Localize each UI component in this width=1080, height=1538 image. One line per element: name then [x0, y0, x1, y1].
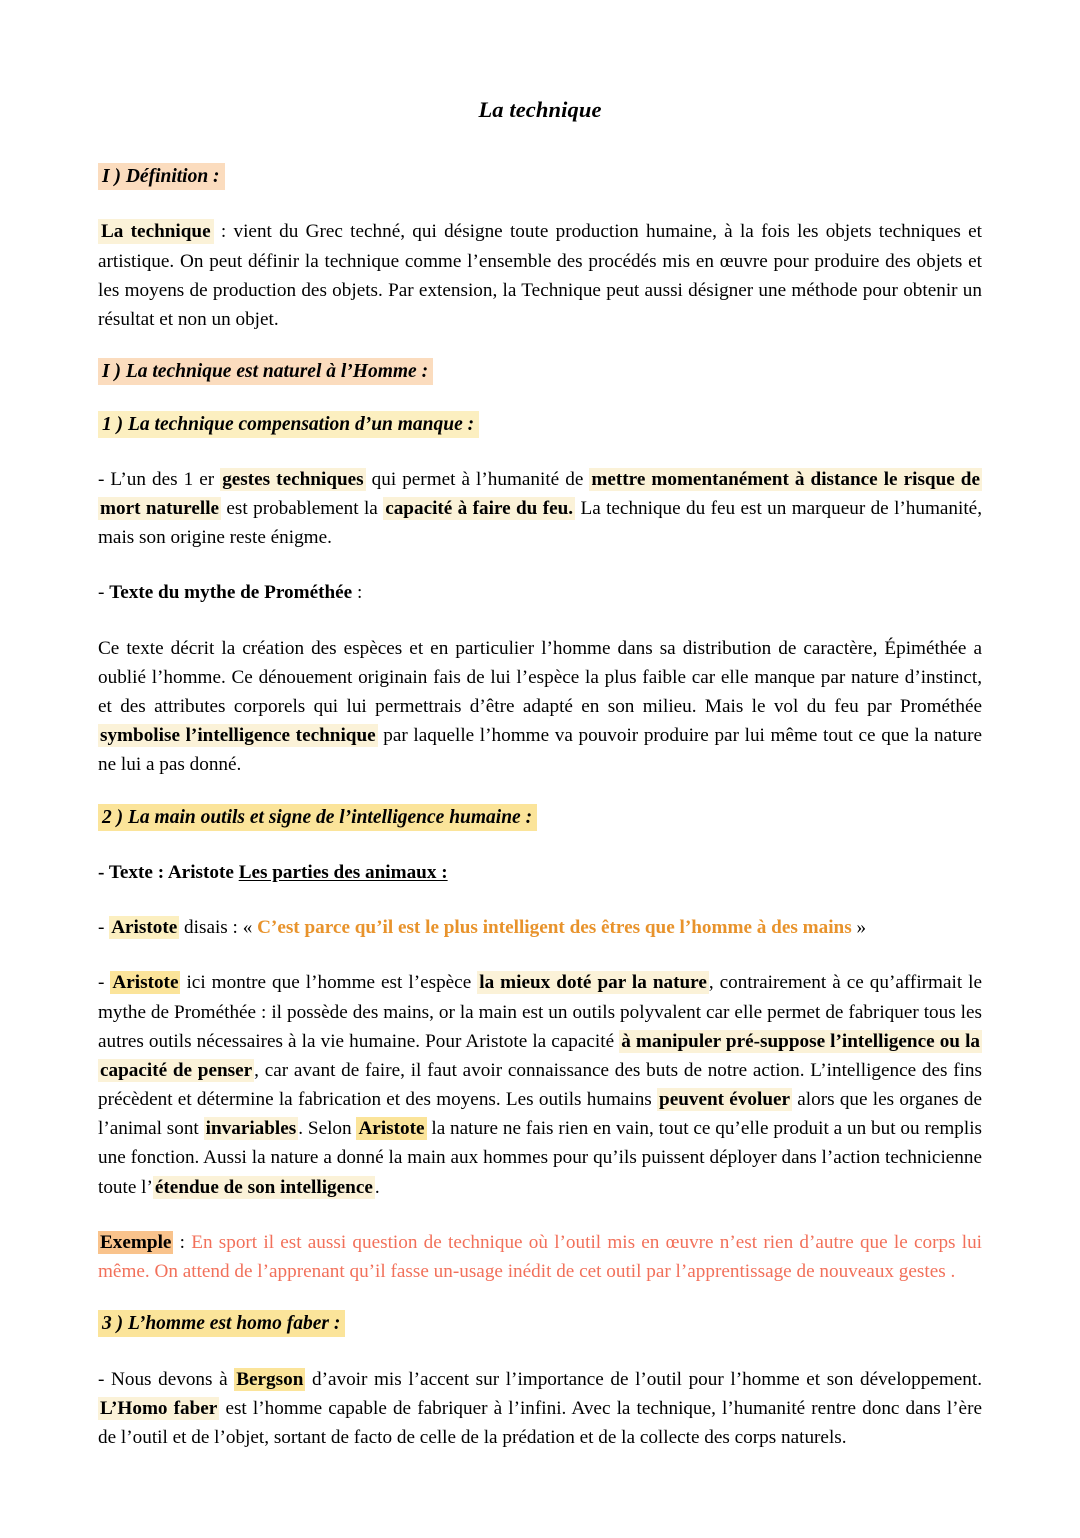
section-heading-naturelle-wrap: [98, 360, 982, 384]
promethee-part1: Ce texte décrit la création des espèces et en particulier l’homme dans sa distribution de caractère, Épiméthée a oublié l’homme. Ce dénouement originain fais de lui l’espèce la plus faible car elle manque par nature d’instinct, et des attributes corporels qui lui permettrais d’être adapté en son milieu. Mais le vol du feu par Prométhée: [98, 637, 982, 717]
section-heading-naturelle: [98, 360, 982, 384]
bergson-name: Bergson: [236, 1368, 304, 1390]
quote-said: disais :: [179, 917, 243, 939]
aristote-part2: , contrairement à ce qu’affirmait le mythe de Prométhée : il possède des mains, or la main est un outils polyvalent car elle permet de fabriquer tous les autres outils nécessaires à la vie humaine. Pour Aristote la capacité: [98, 972, 983, 1052]
feu-part3: est probablement la: [221, 498, 384, 520]
bergson-part1: - Nous devons à: [98, 1368, 235, 1390]
aristote-part3: , car avant de faire, il faut avoir connaissance des buts de notre action. L’intelligence des fins précèdent et détermine la fabrication et des moyens. Les outils humains: [98, 1059, 982, 1111]
aristote-label-underlined: Les parties des animaux :: [238, 861, 448, 883]
section-heading-homofaber: [98, 1312, 982, 1336]
aristote-part7: .: [374, 1176, 380, 1198]
paragraph-aristote: [98, 968, 982, 1202]
definition-body: : vient du Grec techné, qui désigne toute production humaine, à la fois les objets techniques et artistique. On peut définir la technique comme l’ensemble des procédés mis en œuvre pour produire des objets et les moyens de production des objets. Par extension, la Technique peut aussi désigner une méthode pour obtenir un résultat et non un objet.: [98, 221, 982, 330]
page-title: La technique: [478, 97, 602, 122]
example-label: Exemple: [100, 1231, 172, 1253]
section-heading-compensation-wrap: [98, 413, 982, 437]
heading-highlight: I ) La technique est naturel à l’Homme :: [98, 358, 433, 385]
bergson-part3: est l’homme capable de fabriquer à l’infini. Avec la technique, l’humanité rentre donc dans l’ère de l’outil et de l’objet, sortant de facto de celle de la prédation et de la collecte des corps naturels.: [98, 1397, 982, 1448]
paragraph-feu-wrap: [98, 465, 982, 553]
aristote-label-prefix: - Texte : Aristote: [98, 861, 239, 883]
aristote-hl-mieux-dote: la mieux doté par la nature: [479, 972, 707, 994]
section-heading-definition: [98, 165, 982, 189]
texte-promethee-label-wrap: [98, 578, 982, 607]
aristote-part4: alors que les organes de l’animal sont: [98, 1089, 983, 1140]
aristote-name-2: Aristote: [358, 1118, 425, 1140]
open-guillemet: «: [242, 917, 258, 939]
quote-text: C’est parce qu’il est le plus intelligent des êtres que l’homme à des mains: [257, 917, 852, 939]
example-text: En sport il est aussi question de technique où l’outil mis en œuvre n’est rien d’autre que le corps lui même. On attend de l’apprenant qu’il fasse un-usage inédit de cet outil par l’apprentissage de nouveaux gestes .: [98, 1231, 982, 1282]
aristote-name-1: Aristote: [112, 972, 179, 994]
heading-highlight: I ) Définition :: [98, 163, 225, 190]
paragraph-bergson-wrap: [98, 1365, 982, 1453]
feu-part2: qui permet à l’humanité de: [365, 468, 590, 490]
aristote-part5: . Selon: [298, 1118, 357, 1140]
bergson-part2: d’avoir mis l’accent sur l’importance de l’outil pour l’homme et son développement.: [305, 1368, 982, 1390]
aristote-hl-manipuler: à manipuler pré-suppose l’intelligence ou la capacité de penser: [100, 1030, 980, 1081]
aristote-part6: la nature ne fais rien en vain, tout ce qu’elle produit a un but ou remplis une fonction. Aussi la nature a donné la main aux hommes pour qu’ils puissent déployer dans l’action technicienne toute l’: [98, 1118, 982, 1198]
heading-highlight: 1 ) La technique compensation d’un manque :: [98, 411, 479, 438]
quote-aristote: [98, 913, 982, 942]
aristote-hl-peuvent-evoluer: peuvent évoluer: [659, 1089, 791, 1111]
texte-aristote-label-wrap: [98, 858, 982, 887]
aristote-dash: -: [98, 972, 111, 994]
feu-hl-capacite-feu: capacité à faire du feu.: [385, 498, 574, 520]
section-heading-main-wrap: [98, 806, 982, 830]
texte-aristote-label: [98, 858, 982, 887]
promethee-hl-symbolise: symbolise l’intelligence technique: [100, 725, 376, 747]
feu-part4: La technique du feu est un marqueur de l’humanité, mais son origine reste énigme.: [98, 498, 982, 549]
aristote-hl-invariables: invariables: [205, 1118, 297, 1140]
paragraph-promethee: [98, 634, 982, 780]
paragraph-promethee-wrap: [98, 634, 982, 780]
section-heading-definition-wrap: [98, 165, 982, 189]
paragraph-aristote-wrap: [98, 968, 982, 1202]
paragraph-bergson: [98, 1365, 982, 1453]
paragraph-feu: [98, 465, 982, 553]
term-la-technique: La technique: [98, 219, 214, 244]
example-colon: :: [173, 1231, 192, 1253]
definition-paragraph: [98, 217, 982, 334]
close-guillemet: »: [851, 917, 867, 939]
feu-hl-gestes-techniques: gestes techniques: [222, 468, 364, 490]
feu-part1: - L’un des 1 er: [98, 468, 221, 490]
aristote-hl-etendue: étendue de son intelligence: [154, 1176, 373, 1198]
label-dash: -: [98, 582, 110, 604]
section-heading-main: [98, 806, 982, 830]
heading-highlight: 2 ) La main outils et signe de l’intelligence humaine :: [98, 804, 537, 831]
section-heading-homofaber-wrap: [98, 1312, 982, 1336]
label-bold: Texte du mythe de Prométhée: [109, 582, 353, 604]
aristote-part1: ici montre que l’homme est l’espèce: [180, 972, 478, 994]
label-colon: :: [352, 582, 363, 604]
promethee-part2: par laquelle l’homme va pouvoir produire par lui même tout ce que la nature ne lui a pas donné.: [98, 725, 982, 776]
bergson-hl-homo-faber: L’Homo faber: [100, 1397, 218, 1419]
example-paragraph: [98, 1228, 982, 1286]
definition-paragraph-wrap: [98, 217, 982, 334]
quote-author-name: Aristote: [111, 917, 178, 939]
feu-hl-risque-mort: mettre momentanément à distance le risque de mort naturelle: [100, 468, 980, 520]
quote-dash: -: [98, 917, 110, 939]
texte-promethee-label: [98, 578, 982, 607]
example-wrap: [98, 1228, 982, 1286]
section-heading-compensation: [98, 413, 982, 437]
heading-highlight: 3 ) L’homme est homo faber :: [98, 1310, 345, 1337]
quote-aristote-wrap: [98, 913, 982, 942]
